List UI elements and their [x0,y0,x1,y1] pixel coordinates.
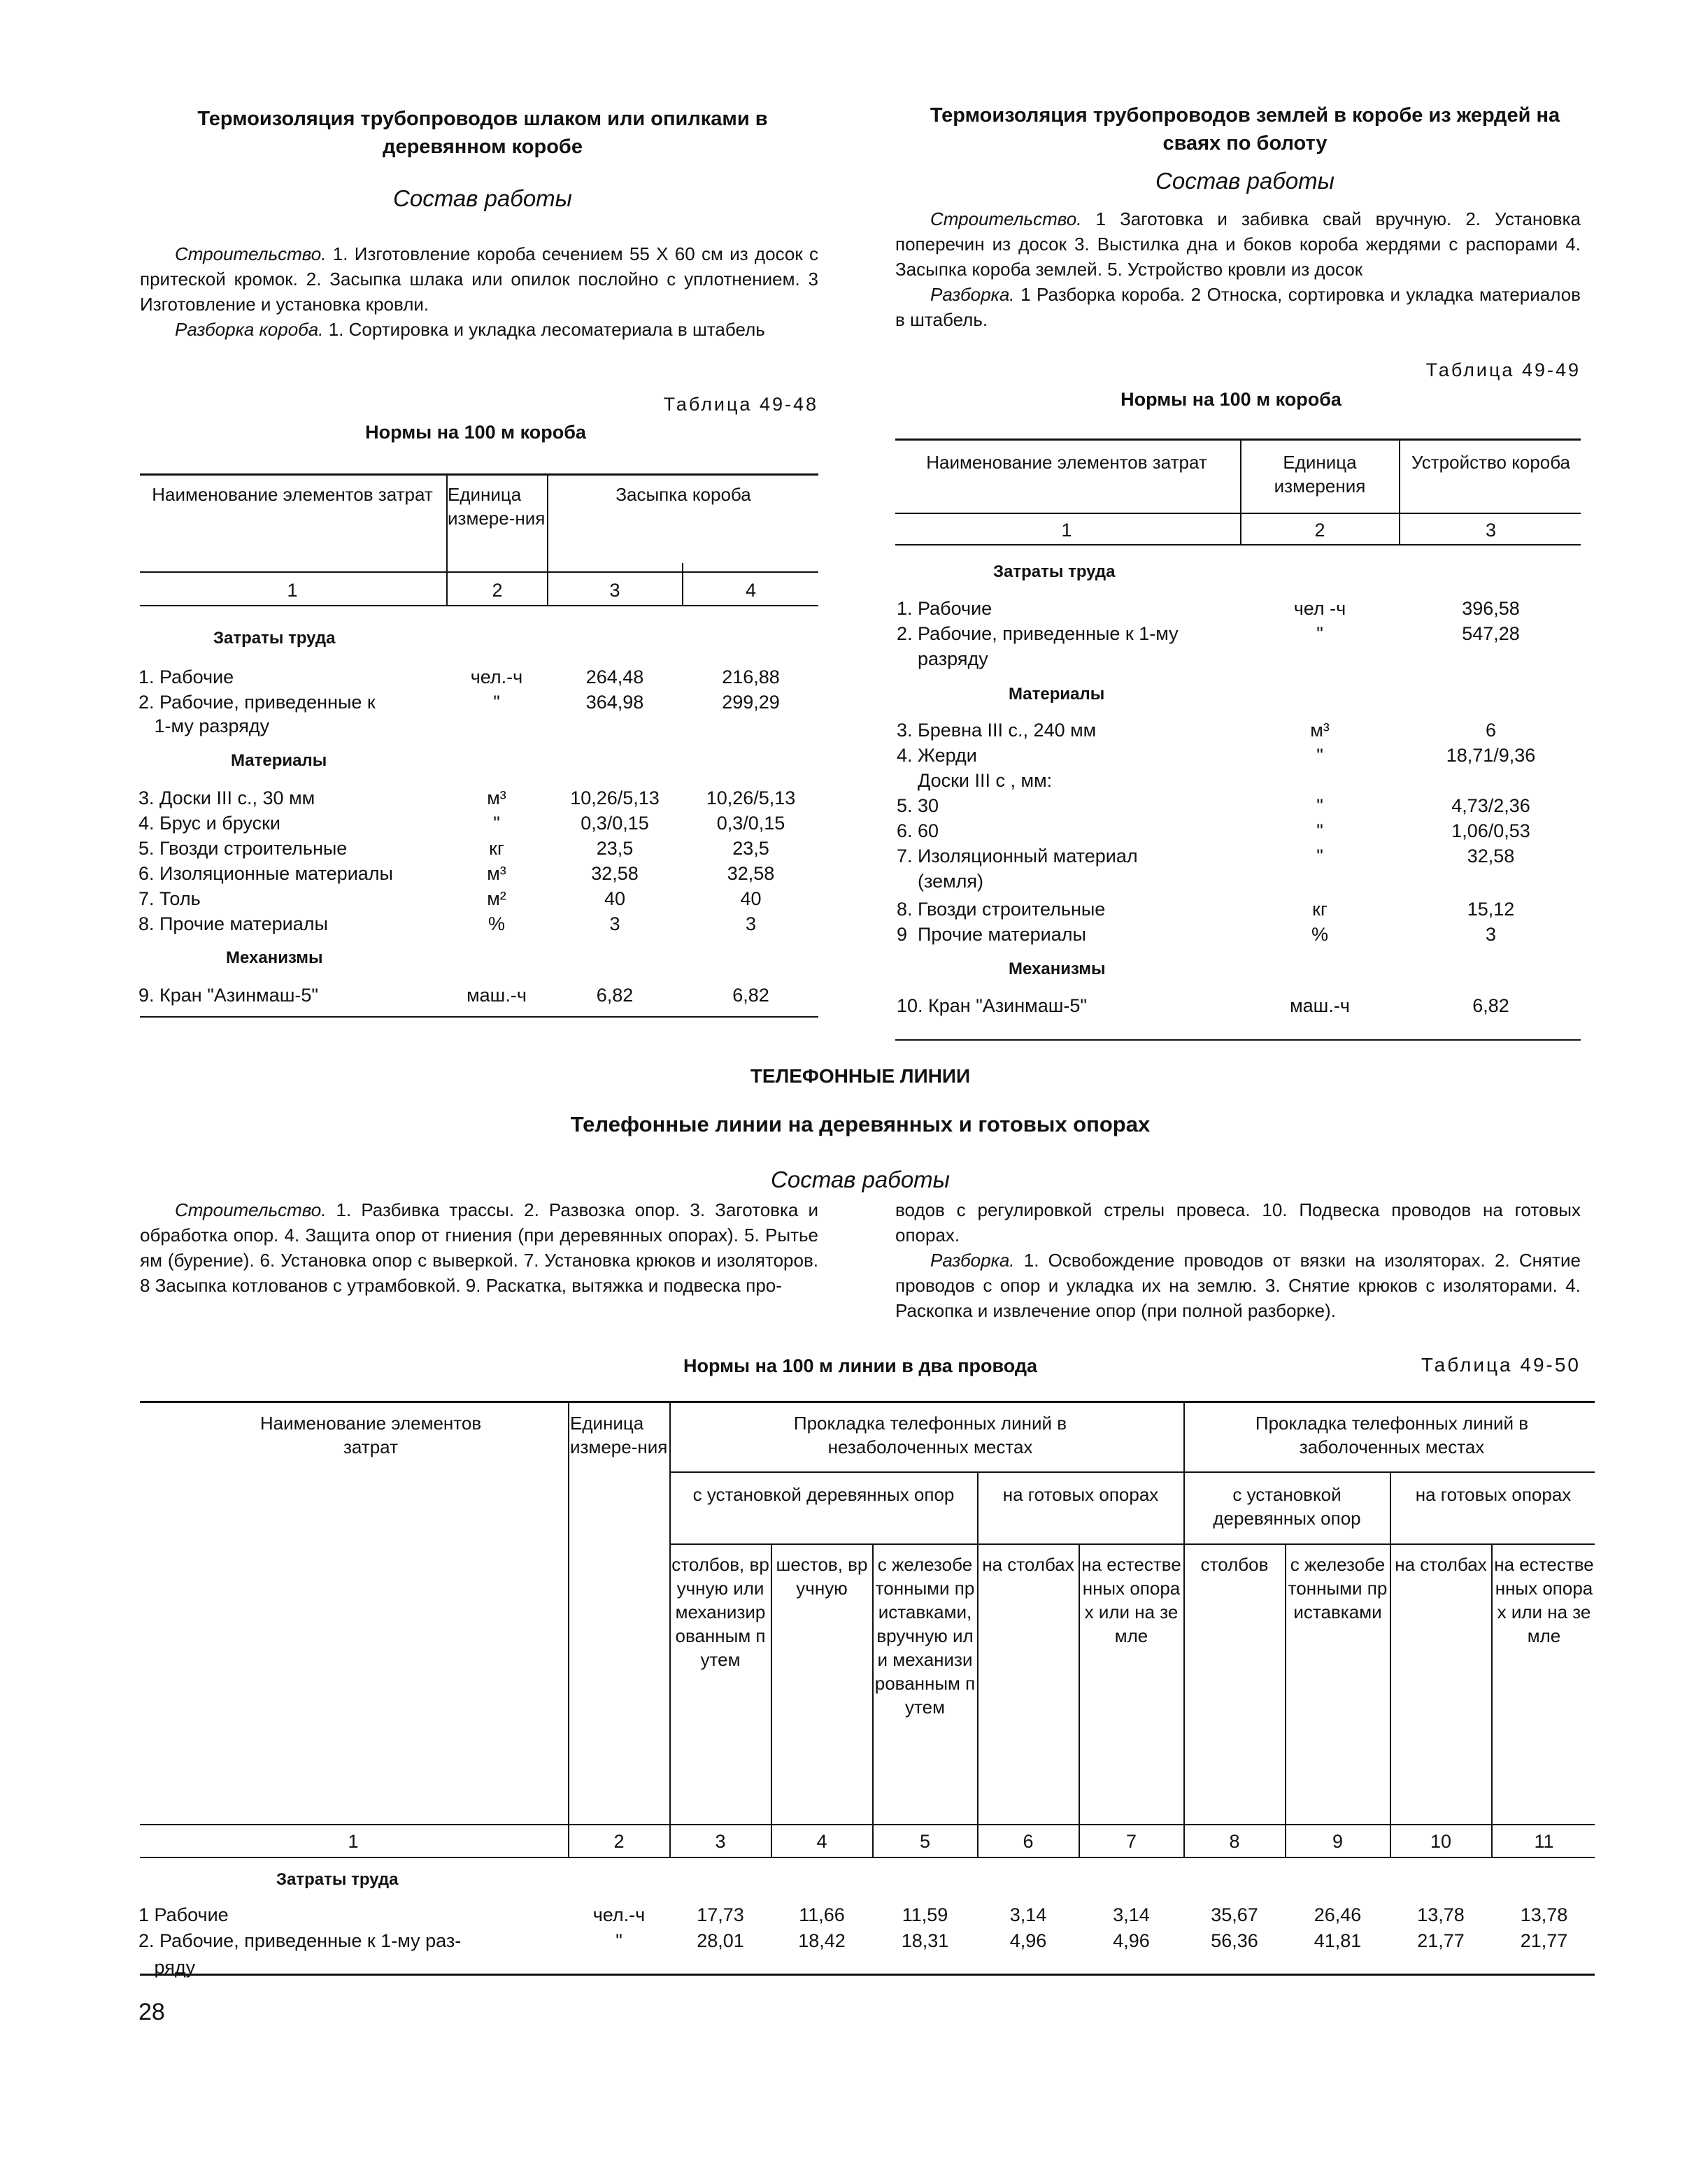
phone-composition: Состав работы [771,1167,950,1192]
left-row-name: 2. Рабочие, приведенные к [138,692,376,713]
right-row-unit: чел -ч [1293,598,1346,619]
right-norms: Нормы на 100 м короба [1120,389,1342,410]
phone-row-value [1287,1955,1388,1980]
left-header-name: Наименование элементов затрат [152,484,433,505]
phone-paragraph-right [895,1197,1581,1323]
left-row-unit: " [493,692,500,713]
phone-p1: 1. Разбивка трассы. 2. Развозка опор. 3. Заготовка и обработка опор. 4. Защита опор от гниения (при деревянных опорах). 5. Рытье ям (бурение). 6. Установка опор с выверкой. 7. Установка крюков и изоляторов. 8 Засыпка котлованов с утрамбовкой. 9. Раскатка, вытяжка и подвеска про- [140,1199,818,1296]
phone-row-name: 2. Рабочие, приведенные к 1-му раз- [138,1930,462,1951]
phone-row-unit [570,1955,668,1980]
phone-p1b: водов с регулировкой стрелы провеса. 10. Подвеска проводов на готовых опорах. [895,1199,1581,1246]
right-p2-label: Разборка. [930,284,1015,305]
left-row-unit: % [488,913,505,934]
phone-row-value: 11,59 [902,1904,948,1925]
right-table-number: Таблица 49-49 [1425,359,1581,380]
right-row-a: 18,71/9,36 [1446,745,1536,766]
right-sec-mechanisms: Механизмы [1009,960,1106,978]
right-p2: 1 Разборка короба. 2 Относка, сортировка и укладка материалов в штабель. [895,284,1581,330]
phone-header-col5: с железобетонными приставками, вручную или механизированным путем [874,1554,976,1718]
right-row-unit: " [1316,820,1323,841]
phone-row-value: 3,14 [1009,1904,1047,1925]
left-row-unit: чел.-ч [470,666,523,687]
left-row-b: 6,82 [732,985,769,1006]
left-row-a: 40 [604,888,626,909]
phone-col-2: 2 [613,1831,625,1852]
left-row-name: 6. Изоляционные материалы [138,863,393,884]
phone-header-sub4: на готовых опорах [1415,1484,1572,1505]
phone-row-value [1186,1955,1283,1980]
left-col-2: 2 [492,580,503,601]
phone-row-value: 41,81 [1314,1930,1362,1951]
phone-p1-label: Строительство. [175,1199,327,1220]
left-row-unit: м³ [487,863,506,884]
right-row-name: (земля) [897,871,984,892]
right-col-3: 3 [1485,520,1497,541]
right-row-name: 7. Изоляционный материал [897,846,1138,867]
right-sec-labor: Затраты труда [993,562,1116,581]
left-row-name: 4. Брус и бруски [138,813,281,834]
phone-p2-label: Разборка. [930,1250,1015,1271]
left-paragraph [140,241,818,342]
phone-row-value [773,1955,871,1980]
phone-row-value: 4,96 [1009,1930,1047,1951]
right-composition: Состав работы [1155,168,1335,194]
left-row-unit: м² [487,888,506,909]
phone-row-name: ряду [138,1957,196,1978]
phone-row-value: 26,46 [1314,1904,1362,1925]
right-row-a: 15,12 [1467,899,1515,920]
phone-row-value: 3,14 [1113,1904,1150,1925]
right-row-name: 3. Бревна III с., 240 мм [897,720,1097,741]
left-p2: 1. Сортировка и укладка лесоматериала в штабель [323,319,765,340]
right-p1: 1 Заготовка и забивка свай вручную. 2. Установка поперечин из досок 3. Выстилка дна и боков короба жердями с распорами 4. Засыпка короба землей. 5. Устройство кровли из досок [895,208,1581,280]
left-p2-label: Разборка короба. [175,319,324,340]
left-table-number: Таблица 49-48 [663,394,818,415]
left-row-b: 299,29 [722,692,780,713]
right-row-a: 6 [1485,720,1497,741]
phone-header-col4: шестов, вручную [776,1554,868,1599]
phone-col-7: 7 [1125,1831,1137,1852]
phone-header-col6: на столбах [982,1554,1074,1575]
page-number: 28 [138,1999,165,2025]
left-row-b: 40 [740,888,762,909]
right-row-name: 5. 30 [897,795,939,816]
phone-row-unit: чел.-ч [592,1904,646,1925]
phone-header-col8: столбов [1200,1554,1269,1575]
right-row-name: 10. Кран "Азинмаш-5" [897,995,1088,1016]
phone-header-name: Наименование элементов затрат [259,1413,482,1457]
right-row-name: 4. Жерди [897,745,977,766]
left-row-unit: " [493,813,500,834]
left-row-name: 8. Прочие материалы [138,913,328,934]
right-row-unit: кг [1312,899,1328,920]
left-title: Термоизоляция трубопроводов шлаком или опилками в деревянном коробе [197,108,768,158]
left-header-unit: Единица измере-ния [448,484,546,529]
left-col-4: 4 [745,580,757,601]
phone-header-group2: Прокладка телефонных линий в заболоченных местах [1255,1413,1529,1457]
phone-paragraph-left [140,1197,818,1298]
right-title: Термоизоляция трубопроводов землей в коробе из жердей на сваях по болоту [930,104,1560,155]
left-p1-label: Строительство. [175,243,327,264]
right-p1-label: Строительство. [930,208,1082,229]
left-row-name: 3. Доски III с., 30 мм [138,787,315,808]
left-row-name: 9. Кран "Азинмаш-5" [138,985,318,1006]
phone-header-sub2: на готовых опорах [1002,1484,1159,1505]
phone-row-value [1392,1955,1490,1980]
phone-header-sub3: с установкой деревянных опор [1213,1484,1361,1529]
phone-table-number: Таблица 49-50 [1421,1354,1581,1376]
phone-row-value [874,1955,976,1980]
phone-header-unit: Единица измере-ния [570,1413,668,1457]
left-row-b: 10,26/5,13 [706,787,796,808]
left-sec-labor: Затраты труда [213,629,336,648]
phone-col-6: 6 [1023,1831,1034,1852]
right-sec-materials: Материалы [1009,685,1105,704]
phone-col-4: 4 [816,1831,827,1852]
right-row-a: 6,82 [1472,995,1509,1016]
phone-header-col9: с железобетонными приставками [1288,1554,1388,1623]
phone-row-value: 56,36 [1211,1930,1258,1951]
left-row-b: 216,88 [722,666,780,687]
left-row-name: 7. Толь [138,888,201,909]
right-col-2: 2 [1314,520,1325,541]
phone-row-value [1081,1955,1182,1980]
left-p1: 1. Изготовление короба сечением 55 Х 60 см из досок с притеской кромок. 2. Засыпка шлака или опилок послойно с уплотнением. 3 Изготовление и установка кровли. [140,243,818,315]
right-row-unit: % [1311,924,1328,945]
left-sec-materials: Материалы [231,751,327,770]
right-col-1: 1 [1061,520,1072,541]
left-row-a: 32,58 [591,863,639,884]
phone-row-name: 1 Рабочие [138,1904,229,1925]
phone-header-col10: на столбах [1395,1554,1487,1575]
phone-header-col11: на естественных опорах или на земле [1494,1554,1594,1646]
right-row-a: 547,28 [1462,623,1520,644]
right-header-device: Устройство короба [1411,452,1571,473]
left-row-b: 0,3/0,15 [716,813,785,834]
left-sec-mechanisms: Механизмы [226,948,323,967]
phone-row-unit: " [615,1930,622,1951]
right-row-name: 6. 60 [897,820,939,841]
phone-col-9: 9 [1332,1831,1344,1852]
phone-section: ТЕЛЕФОННЫЕ ЛИНИИ [750,1065,971,1087]
left-col-3: 3 [609,580,620,601]
left-row-unit: маш.-ч [467,985,527,1006]
phone-row-value: 21,77 [1417,1930,1465,1951]
phone-row-value: 4,96 [1113,1930,1150,1951]
right-row-name: 8. Гвозди строительные [897,899,1106,920]
phone-row-value: 28,01 [697,1930,744,1951]
right-header-name: Наименование элементов затрат [926,452,1207,473]
left-row-a: 364,98 [585,692,644,713]
right-row-unit: " [1316,745,1323,766]
right-row-unit: " [1316,846,1323,867]
phone-col-11: 11 [1534,1831,1554,1852]
right-header-unit: Единица измерения [1274,452,1366,497]
phone-col-8: 8 [1229,1831,1240,1852]
right-row-name: 2. Рабочие, приведенные к 1-му [897,623,1179,644]
left-row-name: 5. Гвозди строительные [138,838,348,859]
right-row-unit: " [1316,623,1323,644]
left-row-b: 23,5 [732,838,769,859]
left-col-1: 1 [287,580,298,601]
left-row-b: 3 [745,913,757,934]
right-row-name: Доски III с , мм: [897,770,1053,791]
phone-header-col7: на естественных опорах или на земле [1081,1554,1181,1646]
phone-col-1: 1 [348,1831,359,1852]
right-row-name: 1. Рабочие [897,598,992,619]
right-row-a: 4,73/2,36 [1451,795,1530,816]
right-row-unit: маш.-ч [1290,995,1350,1016]
phone-row-value: 18,31 [901,1930,949,1951]
left-row-name: 1-му разряду [138,715,270,736]
phone-row-value: 13,78 [1520,1904,1568,1925]
left-row-a: 3 [609,913,620,934]
left-composition: Состав работы [393,185,572,211]
right-row-a: 3 [1485,924,1497,945]
left-row-a: 264,48 [585,666,644,687]
left-header-fill: Засыпка короба [615,484,751,505]
phone-col-5: 5 [919,1831,931,1852]
right-row-a: 1,06/0,53 [1451,820,1530,841]
phone-title: Телефонные линии на деревянных и готовых опорах [570,1112,1151,1136]
phone-row-value [671,1955,769,1980]
left-row-a: 10,26/5,13 [570,787,660,808]
phone-header-sub1: с установкой деревянных опор [692,1484,955,1505]
phone-col-10: 10 [1430,1831,1452,1852]
phone-row-value: 17,73 [697,1904,744,1925]
left-norms: Нормы на 100 м короба [365,422,586,443]
left-row-unit: м³ [487,787,506,808]
phone-row-value: 35,67 [1211,1904,1258,1925]
phone-row-value [1493,1955,1595,1980]
left-row-b: 32,58 [727,863,775,884]
left-row-a: 23,5 [596,838,634,859]
right-row-unit: м³ [1310,720,1330,741]
right-row-name: разряду [897,648,988,669]
right-row-name: 9 Прочие материалы [897,924,1086,945]
right-row-a: 396,58 [1462,598,1520,619]
phone-norms: Нормы на 100 м линии в два провода [683,1355,1038,1376]
phone-row-value: 13,78 [1417,1904,1465,1925]
phone-row-value [979,1955,1077,1980]
right-row-a: 32,58 [1467,846,1515,867]
left-row-name: 1. Рабочие [138,666,234,687]
phone-row-value: 21,77 [1520,1930,1568,1951]
phone-p2: 1. Освобождение проводов от вязки на изоляторах. 2. Снятие проводов с опор и укладка их на землю. 3. Снятие крюков с изоляторами. 4. Раскопка и извлечение опор (при полной разборке). [895,1250,1581,1321]
phone-col-3: 3 [715,1831,726,1852]
right-paragraph [895,206,1581,332]
phone-sec-labor: Затраты труда [276,1870,399,1889]
phone-row-value: 18,42 [798,1930,846,1951]
left-row-a: 0,3/0,15 [581,813,649,834]
phone-header-col3: столбов, вручную или механизированным путем [671,1554,769,1670]
phone-header-group1: Прокладка телефонных линий в незаболоченных местах [793,1413,1067,1457]
right-row-unit: " [1316,795,1323,816]
left-row-a: 6,82 [596,985,634,1006]
phone-row-value: 11,66 [799,1904,845,1925]
left-row-unit: кг [489,838,504,859]
